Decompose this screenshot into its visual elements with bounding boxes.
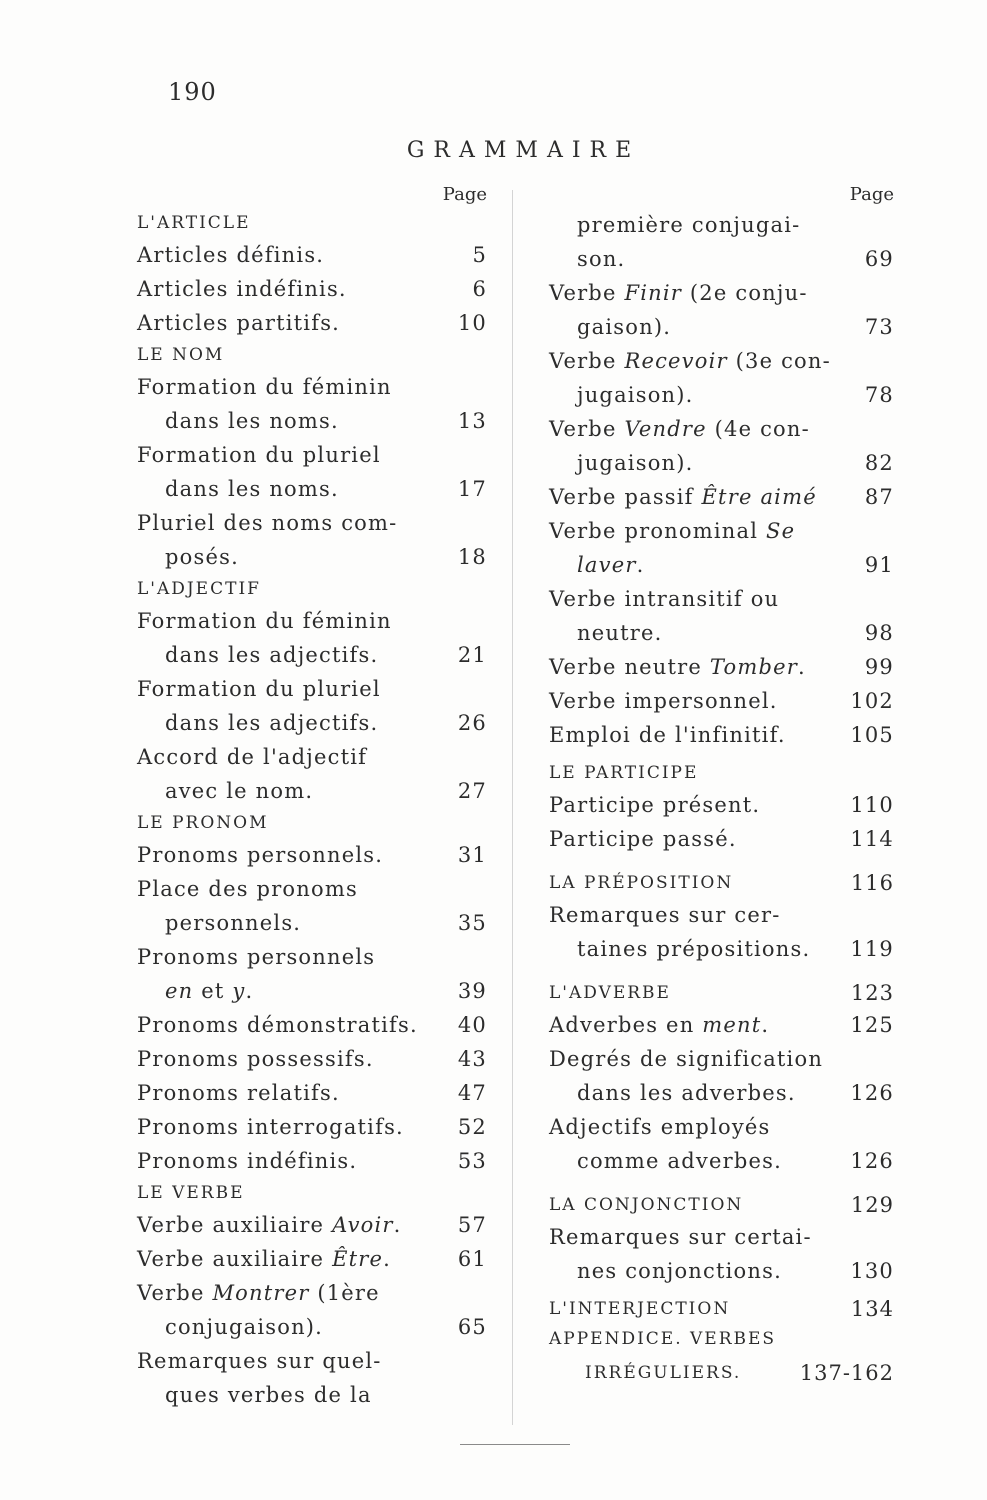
entry-page: 40 [457, 1013, 487, 1037]
entry-label: Accord de l'adjectif [137, 745, 368, 769]
entry-label: Pronoms indéfinis. [137, 1149, 358, 1173]
section-label-cont: IRRÉGULIERS. [585, 1363, 742, 1383]
entry-label-cont: son. [577, 247, 626, 271]
entry-label-cont: dans les adjectifs. [165, 711, 379, 735]
entry-page: 61 [457, 1247, 487, 1271]
toc-entry [549, 480, 894, 514]
toc-entry [137, 238, 487, 272]
entry-page: 105 [850, 723, 894, 747]
toc-entry [549, 514, 894, 582]
toc-entry [549, 1220, 894, 1288]
entry-page: 99 [864, 655, 894, 679]
toc-entry [137, 306, 487, 340]
entry-page: 18 [457, 545, 487, 569]
entry-page: 110 [850, 793, 894, 817]
toc-entry [549, 684, 894, 718]
entry-text: . [636, 553, 645, 577]
entry-text: (1ère [309, 1281, 380, 1305]
entry-label-cont [549, 548, 894, 582]
toc-entry [137, 838, 487, 872]
toc-entry [137, 672, 487, 740]
entry-text: Adverbes en [549, 1013, 703, 1037]
entry-page: 125 [850, 1013, 894, 1037]
page-number: 190 [168, 78, 217, 106]
entry-label-cont: dans les adjectifs. [165, 643, 379, 667]
entry-label: Formation du pluriel [137, 443, 381, 467]
entry-label: Participe présent. [549, 793, 761, 817]
toc-entry [137, 506, 487, 574]
entry-label-cont: avec le nom. [165, 779, 314, 803]
entry-page: 6 [472, 277, 487, 301]
bottom-rule [460, 1444, 570, 1445]
toc-entry [549, 208, 894, 276]
italic-word: Montrer [212, 1281, 310, 1305]
entry-page: 123 [850, 981, 894, 1005]
entry-text: . [797, 655, 806, 679]
entry-text: . [245, 979, 254, 1003]
entry-label-cont: dans les noms. [165, 409, 339, 433]
entry-label-cont: comme adverbes. [577, 1149, 782, 1173]
entry-label: Pronoms possessifs. [137, 1047, 374, 1071]
entry-page: 47 [457, 1081, 487, 1105]
entry-page: 39 [457, 979, 487, 1003]
entry-page: 57 [457, 1213, 487, 1237]
toc-entry [549, 1042, 894, 1110]
entry-label: Pronoms démonstratifs. [137, 1013, 418, 1037]
toc-entry [137, 1276, 487, 1344]
entry-label-cont: ques verbes de la [165, 1383, 372, 1407]
entry-label [549, 344, 894, 378]
entry-text: Verbe [549, 349, 625, 373]
section-participe: LE PARTICIPE [549, 763, 699, 783]
entry-text: Verbe passif [549, 485, 702, 509]
entry-page: 31 [457, 843, 487, 867]
entry-text: (2e conju- [682, 281, 808, 305]
entry-page: 134 [850, 1297, 894, 1321]
entry-label: Pronoms interrogatifs. [137, 1115, 404, 1139]
entry-page: 27 [457, 779, 487, 803]
italic-word: Être [332, 1247, 384, 1271]
entry-page: 26 [457, 711, 487, 735]
entry-label: Formation du pluriel [137, 677, 381, 701]
italic-word: Vendre [624, 417, 707, 441]
entry-label: Remarques sur cer- [549, 903, 781, 927]
entry-label [549, 650, 894, 684]
section-label: L'INTERJECTION [549, 1299, 731, 1319]
entry-page: 17 [457, 477, 487, 501]
section-nom: LE NOM [137, 345, 225, 365]
italic-word: Recevoir [624, 349, 728, 373]
section-label: APPENDICE. VERBES [549, 1329, 777, 1349]
entry-label [549, 1008, 894, 1042]
entry-text: Verbe pronominal [549, 519, 767, 543]
toc-entry [137, 740, 487, 808]
entry-text: (4e con- [706, 417, 810, 441]
entry-page: 65 [457, 1315, 487, 1339]
toc-entry [137, 604, 487, 672]
entry-text: Verbe [549, 281, 625, 305]
toc-entry [549, 412, 894, 480]
entry-text: Verbe neutre [549, 655, 710, 679]
entry-page: 116 [850, 871, 894, 895]
toc-entry [137, 1008, 487, 1042]
entry-label: Articles partitifs. [137, 311, 341, 335]
entry-label: Degrés de signification [549, 1047, 824, 1071]
entry-page: 91 [864, 553, 894, 577]
entry-label: Emploi de l'infinitif. [549, 723, 786, 747]
section-label: LA CONJONCTION [549, 1195, 744, 1215]
toc-entry [137, 438, 487, 506]
entry-text: Verbe auxiliaire [137, 1247, 333, 1271]
entry-label: Articles définis. [137, 243, 325, 267]
entry-text: . [761, 1013, 770, 1037]
entry-page: 10 [457, 311, 487, 335]
toc-entry [549, 1008, 894, 1042]
entry-label-cont: jugaison). [577, 383, 694, 407]
toc-entry [137, 872, 487, 940]
entry-label: Place des pronoms [137, 877, 358, 901]
toc-entry [549, 898, 894, 966]
entry-page: 119 [850, 937, 894, 961]
entry-page: 137-162 [799, 1361, 894, 1385]
entry-page: 13 [457, 409, 487, 433]
entry-page: 5 [472, 243, 487, 267]
entry-label: Pluriel des noms com- [137, 511, 398, 535]
italic-word: Se [766, 519, 796, 543]
entry-label: Pronoms relatifs. [137, 1081, 340, 1105]
entry-label [137, 1208, 487, 1242]
toc-entry [549, 1110, 894, 1178]
section-pronom: LE PRONOM [137, 813, 269, 833]
entry-label: première conjugai- [577, 213, 801, 237]
entry-label: Pronoms personnels [137, 945, 376, 969]
entry-page: 126 [850, 1149, 894, 1173]
entry-label-cont: neutre. [577, 621, 663, 645]
entry-label: Pronoms personnels. [137, 843, 384, 867]
toc-entry [137, 1110, 487, 1144]
italic-word: Avoir [332, 1213, 394, 1237]
entry-page: 87 [864, 485, 894, 509]
toc-entry [137, 1242, 487, 1276]
entry-page: 114 [850, 827, 894, 851]
toc-entry [137, 940, 487, 1008]
toc-right-column [549, 182, 894, 1388]
toc-entry [549, 582, 894, 650]
entry-label-cont: dans les noms. [165, 477, 339, 501]
toc-entry [549, 650, 894, 684]
entry-label: Remarques sur certai- [549, 1225, 812, 1249]
entry-text: et [193, 979, 233, 1003]
page-column-header: Page [849, 184, 894, 205]
entry-text: Verbe auxiliaire [137, 1213, 333, 1237]
entry-label-cont: conjugaison). [165, 1315, 324, 1339]
entry-text: (3e con- [727, 349, 831, 373]
section-article: L'ARTICLE [137, 213, 251, 233]
section-adverbe [549, 978, 894, 1008]
section-label: L'ADVERBE [549, 983, 671, 1003]
toc-entry [137, 1076, 487, 1110]
entry-label: Formation du féminin [137, 609, 392, 633]
entry-page: 98 [864, 621, 894, 645]
entry-label [137, 1276, 487, 1310]
entry-label: Verbe intransitif ou [549, 587, 780, 611]
entry-label [549, 276, 894, 310]
entry-label-cont: gaison). [577, 315, 672, 339]
toc-entry [549, 344, 894, 412]
toc-entry [137, 1144, 487, 1178]
entry-label: Articles indéfinis. [137, 277, 347, 301]
entry-text: Verbe [549, 417, 625, 441]
entry-page: 69 [864, 247, 894, 271]
entry-page: 73 [864, 315, 894, 339]
entry-label [549, 514, 894, 548]
section-interjection [549, 1294, 894, 1324]
entry-label [549, 412, 894, 446]
toc-entry [549, 718, 894, 752]
entry-page: 126 [850, 1081, 894, 1105]
toc-entry [137, 272, 487, 306]
toc-entry [137, 370, 487, 438]
italic-word: Tomber [709, 655, 798, 679]
section-conjonction [549, 1190, 894, 1220]
entry-label [549, 480, 894, 514]
entry-label [137, 1242, 487, 1276]
entry-label: Participe passé. [549, 827, 737, 851]
italic-word: Finir [624, 281, 683, 305]
entry-label: Formation du féminin [137, 375, 392, 399]
entry-page: 21 [457, 643, 487, 667]
entry-page: 52 [457, 1115, 487, 1139]
entry-page: 130 [850, 1259, 894, 1283]
section-appendice [549, 1324, 894, 1388]
toc-left-column [137, 182, 487, 1412]
entry-label: Verbe impersonnel. [549, 689, 778, 713]
entry-text: . [393, 1213, 402, 1237]
page-title: GRAMMAIRE [406, 138, 641, 163]
entry-label-cont: dans les adverbes. [577, 1081, 796, 1105]
italic-word: en [165, 979, 194, 1003]
entry-page: 53 [457, 1149, 487, 1173]
entry-label: Adjectifs employés [549, 1115, 771, 1139]
section-label: LA PRÉPOSITION [549, 873, 734, 893]
entry-page: 35 [457, 911, 487, 935]
section-verbe: LE VERBE [137, 1183, 245, 1203]
entry-page: 78 [864, 383, 894, 407]
toc-entry [549, 276, 894, 344]
entry-label: Remarques sur quel- [137, 1349, 382, 1373]
section-preposition [549, 868, 894, 898]
entry-text: Verbe [137, 1281, 213, 1305]
italic-word: y [232, 979, 246, 1003]
entry-label-cont: jugaison). [577, 451, 694, 475]
italic-word: laver [577, 553, 637, 577]
entry-label-cont: personnels. [165, 911, 302, 935]
entry-label-cont [137, 974, 487, 1008]
toc-entry [137, 1042, 487, 1076]
entry-label-cont: nes conjonctions. [577, 1259, 782, 1283]
entry-page: 102 [850, 689, 894, 713]
italic-word: Être aimé [701, 485, 817, 509]
section-adjectif: L'ADJECTIF [137, 579, 261, 599]
toc-entry [549, 822, 894, 856]
column-divider [512, 190, 513, 1425]
entry-label-cont: posés. [165, 545, 239, 569]
italic-word: ment [702, 1013, 762, 1037]
toc-entry [137, 1208, 487, 1242]
entry-page: 129 [850, 1193, 894, 1217]
entry-page: 82 [864, 451, 894, 475]
page-column-header: Page [442, 184, 487, 205]
entry-text: . [383, 1247, 392, 1271]
toc-entry [137, 1344, 487, 1412]
entry-page: 43 [457, 1047, 487, 1071]
toc-entry [549, 788, 894, 822]
entry-label-cont: taines prépositions. [577, 937, 811, 961]
